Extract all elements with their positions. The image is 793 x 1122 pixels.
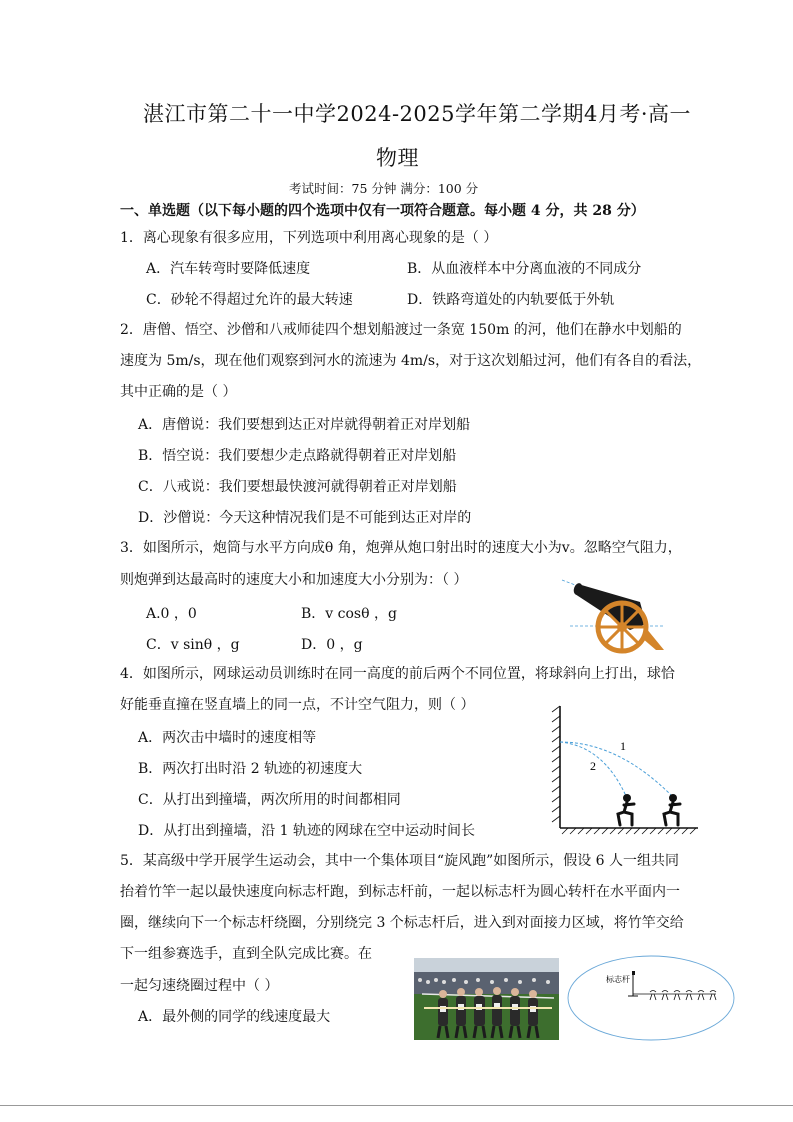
q5-line1: 5．某高级中学开展学生运动会，其中一个集体项目“旋风跑”如图所示，假设 6 人一组共同 [120, 853, 680, 869]
tennis-wall-figure [548, 704, 702, 836]
player-far [664, 794, 680, 825]
exam-title-line2: 物理 [376, 146, 419, 170]
q1-option-b: B．从血液样本中分离血液的不同成分 [407, 261, 642, 277]
ground [560, 828, 698, 834]
q3-line1: 3．如图所示，炮筒与水平方向成θ 角，炮弹从炮口射出时的速度大小为v。忽略空气阻力， [120, 540, 682, 556]
cannon-carriage [642, 628, 664, 650]
q3-option-a: A.0 ，0 [146, 606, 197, 622]
q1-option-c: C．砂轮不得超过允许的最大转速 [146, 292, 353, 308]
q4-option-a: A．两次击中墙时的速度相等 [138, 730, 317, 746]
q2-option-c: C．八戒说：我们要想最快渡河就得朝着正对岸划船 [138, 479, 457, 495]
q3-option-b: B．v cosθ ，g [301, 606, 397, 622]
q1-option-a: A．汽车转弯时要降低速度 [146, 261, 311, 277]
q4-line2: 好能垂直撞在竖直墙上的同一点，不计空气阻力，则（ ） [120, 697, 475, 713]
q4-option-c: C．从打出到撞墙，两次所用的时间都相同 [138, 792, 401, 808]
q5-line2: 抬着竹竿一起以最快速度向标志杆跑，到标志杆前，一起以标志杆为圆心转杆在水平面内一 [120, 884, 680, 900]
marker-pole-diagram [566, 954, 736, 1042]
q2-line2: 速度为 5m/s，现在他们观察到河水的流速为 4m/s，对于这次划船过河，他们有各自的看法， [120, 353, 702, 369]
q2-option-b: B．悟空说：我们要想少走点路就得朝着正对岸划船 [138, 448, 457, 464]
q5-option-a: A．最外侧的同学的线速度最大 [138, 1009, 331, 1025]
relay-race-photo [414, 958, 559, 1040]
q2-option-a: A．唐僧说：我们要想到达正对岸就得朝着正对岸划船 [138, 417, 471, 433]
q5-line3: 圈，继续向下一个标志杆绕圈，分别绕完 3 个标志杆后，进入到对面接力区域，将竹竿交给 [120, 915, 684, 931]
runners [650, 991, 716, 1001]
q2-line3: 其中正确的是（ ） [120, 384, 237, 400]
q3-option-d: D．0 ，g [301, 637, 363, 653]
cannon-wheel [598, 603, 646, 651]
q1-stem: 1．离心现象有很多应用，下列选项中利用离心现象的是（ ） [120, 230, 498, 246]
q4-option-d: D．从打出到撞墙，沿 1 轨迹的网球在空中运动时间长 [138, 823, 476, 839]
q3-line2: 则炮弹到达最高时的速度大小和加速度大小分别为：（ ） [120, 572, 468, 588]
q1-option-d: D．铁路弯道处的内轨要低于外轨 [407, 292, 615, 308]
q4-line1: 4．如图所示，网球运动员训练时在同一高度的前后两个不同位置，将球斜向上打出，球恰 [120, 666, 675, 682]
section-heading: 一、单选题（以下每小题的四个选项中仅有一项符合题意。每小题 4 分，共 28 分） [120, 203, 645, 219]
q5-line4: 下一组参赛选手，直到全队完成比赛。在 [120, 946, 372, 962]
q4-option-b: B．两次打出时沿 2 轨迹的初速度大 [138, 761, 363, 777]
q2-line1: 2．唐僧、悟空、沙僧和八戒师徒四个想划船渡过一条宽 150m 的河，他们在静水中划船的 [120, 322, 682, 338]
q2-option-d: D．沙僧说：今天这种情况我们是不可能到达正对岸的 [138, 510, 472, 526]
exam-info: 考试时间：75 分钟 满分：100 分 [289, 181, 479, 196]
player-near [618, 794, 634, 825]
cannon-figure [560, 572, 670, 654]
marker-pole-label: 标志杆 [606, 975, 630, 984]
trajectory-label-2: 2 [590, 759, 596, 773]
page-bottom-rule [0, 1105, 793, 1106]
trajectory-label-1: 1 [620, 739, 626, 753]
wall [552, 706, 560, 828]
trajectory-1 [560, 742, 672, 796]
exam-title-line1: 湛江市第二十一中学2024-2025学年第二学期4月考·高一 [143, 102, 692, 126]
q3-option-c: C．v sinθ ，g [146, 637, 240, 653]
q5-line5: 一起匀速绕圈过程中（ ） [120, 978, 279, 994]
